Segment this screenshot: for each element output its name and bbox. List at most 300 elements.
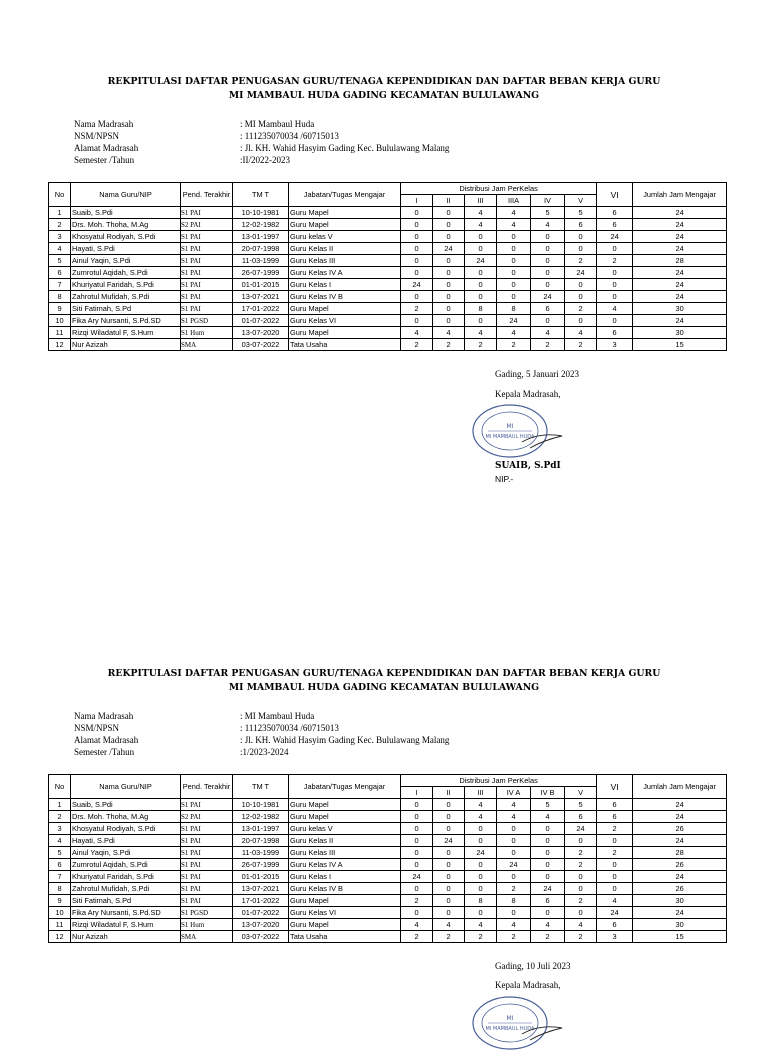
table-cell: 24 [597, 231, 633, 243]
signature-position: Kepala Madrasah, [495, 980, 561, 990]
table-cell: 0 [597, 279, 633, 291]
table-cell: 6 [565, 219, 597, 231]
table-cell: 0 [433, 219, 465, 231]
table-cell: 2 [401, 303, 433, 315]
table-cell: Guru Kelas III [289, 255, 401, 267]
table-cell: 13-07-2021 [233, 291, 289, 303]
table-cell: 0 [401, 859, 433, 871]
label-semester: Semester /Tahun [74, 155, 135, 165]
table-row [49, 339, 727, 351]
table-cell: S1 Hum [181, 327, 233, 339]
table-cell: Guru Mapel [289, 895, 401, 907]
table-cell: 10 [49, 315, 71, 327]
col-header-tmt: TM T [233, 183, 289, 207]
table-row [49, 799, 727, 811]
table-cell: 0 [497, 871, 531, 883]
table-cell: 0 [433, 315, 465, 327]
table-cell: 0 [401, 255, 433, 267]
table-cell: 5 [531, 207, 565, 219]
col-header-class: V [565, 787, 597, 799]
value-nsm: : 111235070034 /60715013 [240, 723, 339, 733]
table-cell: 5 [565, 207, 597, 219]
table-cell: Khuriyatul Faridah, S.Pdi [71, 279, 181, 291]
table-cell: 4 [465, 811, 497, 823]
table-row [49, 847, 727, 859]
col-header-class: I [401, 787, 433, 799]
col-header-jumlah: Jumlah Jam Mengajar [633, 775, 727, 799]
table-cell: 0 [531, 835, 565, 847]
table-cell: 0 [565, 291, 597, 303]
table-row [49, 823, 727, 835]
svg-text:MI: MI [506, 423, 514, 430]
table-cell: 2 [465, 931, 497, 943]
table-cell: 30 [633, 919, 727, 931]
table-row [49, 255, 727, 267]
table-cell: 0 [597, 291, 633, 303]
table-cell: 4 [497, 327, 531, 339]
table-cell: Guru kelas V [289, 231, 401, 243]
table-cell: 4 [497, 207, 531, 219]
table-cell: Drs. Moh. Thoha, M.Ag [71, 811, 181, 823]
table-cell: SMA [181, 931, 233, 943]
table-row [49, 279, 727, 291]
value-nama-madrasah: : MI Mambaul Huda [240, 711, 315, 721]
table-cell: 20-07-1998 [233, 243, 289, 255]
table-cell: 24 [633, 291, 727, 303]
school-stamp-icon [470, 402, 566, 460]
table-cell: Drs. Moh. Thoha, M.Ag [71, 219, 181, 231]
table-cell: 0 [597, 243, 633, 255]
table-cell: Khuriyatul Faridah, S.Pdi [71, 871, 181, 883]
table-cell: 01-07-2022 [233, 907, 289, 919]
table-cell: 6 [597, 811, 633, 823]
table-cell: Zahrotul Mufidah, S.Pdi [71, 883, 181, 895]
table-cell: 01-01-2015 [233, 871, 289, 883]
workload-table [48, 182, 727, 351]
table-cell: 01-01-2015 [233, 279, 289, 291]
table-cell: 2 [565, 255, 597, 267]
table-cell: 24 [633, 267, 727, 279]
table-cell: 13-01-1997 [233, 823, 289, 835]
table-cell: 0 [433, 823, 465, 835]
table-cell: 0 [433, 799, 465, 811]
table-row [49, 267, 727, 279]
table-row [49, 219, 727, 231]
table-cell: 13-07-2020 [233, 327, 289, 339]
table-cell: 0 [565, 243, 597, 255]
table-cell: 2 [531, 931, 565, 943]
col-header-class-vi: VI [597, 183, 633, 207]
table-cell: 24 [497, 859, 531, 871]
table-cell: 26 [633, 883, 727, 895]
label-semester: Semester /Tahun [74, 747, 135, 757]
table-cell: 7 [49, 871, 71, 883]
table-cell: Guru Mapel [289, 219, 401, 231]
table-cell: Siti Fatimah, S.Pd [71, 895, 181, 907]
table-cell: 5 [565, 799, 597, 811]
table-cell: Ainul Yaqin, S.Pdi [71, 255, 181, 267]
document-title: REKPITULASI DAFTAR PENUGASAN GURU/TENAGA KEPENDIDIKAN DAN DAFTAR BEBAN KERJA GURU [107, 668, 661, 679]
table-cell: 24 [633, 207, 727, 219]
table-cell: 0 [565, 835, 597, 847]
table-cell: S2 PAI [181, 219, 233, 231]
table-cell: 4 [433, 919, 465, 931]
value-nsm: : 111235070034 /60715013 [240, 131, 339, 141]
table-cell: 0 [433, 859, 465, 871]
place-date: Gading, 10 Juli 2023 [495, 961, 571, 971]
table-cell: 3 [597, 931, 633, 943]
table-cell: 0 [433, 811, 465, 823]
table-cell: S1 PAI [181, 207, 233, 219]
table-cell: 0 [497, 847, 531, 859]
table-cell: 24 [465, 255, 497, 267]
col-header-nama: Nama Guru/NIP [71, 183, 181, 207]
table-row [49, 243, 727, 255]
table-cell: 24 [633, 835, 727, 847]
table-cell: 0 [497, 835, 531, 847]
table-cell: 4 [465, 919, 497, 931]
table-cell: 4 [497, 799, 531, 811]
col-header-class: III [465, 195, 497, 207]
table-cell: 2 [401, 895, 433, 907]
table-cell: 24 [433, 835, 465, 847]
table-cell: 30 [633, 303, 727, 315]
table-cell: 0 [465, 871, 497, 883]
table-cell: 24 [465, 847, 497, 859]
table-cell: 4 [565, 327, 597, 339]
table-cell: 8 [465, 895, 497, 907]
table-cell: 0 [401, 267, 433, 279]
table-cell: 4 [565, 919, 597, 931]
table-cell: 24 [597, 907, 633, 919]
label-nsm: NSM/NPSN [74, 723, 120, 733]
table-cell: 2 [465, 339, 497, 351]
table-cell: 01-07-2022 [233, 315, 289, 327]
table-cell: Tata Usaha [289, 931, 401, 943]
table-cell: S1 PAI [181, 883, 233, 895]
table-cell: 6 [531, 895, 565, 907]
table-cell: Khosyatul Rodiyah, S.Pdi [71, 823, 181, 835]
table-cell: 0 [531, 255, 565, 267]
col-header-class-vi: VI [597, 775, 633, 799]
table-cell: 0 [433, 231, 465, 243]
table-row [49, 919, 727, 931]
table-cell: 15 [633, 339, 727, 351]
table-cell: 0 [597, 859, 633, 871]
table-cell: 0 [565, 907, 597, 919]
table-cell: 0 [433, 883, 465, 895]
table-cell: Rizqi Wiladatul F, S.Hum [71, 919, 181, 931]
table-cell: 2 [597, 255, 633, 267]
table-cell: 0 [401, 823, 433, 835]
table-cell: 6 [597, 799, 633, 811]
table-cell: 10-10-1981 [233, 207, 289, 219]
table-cell: 11 [49, 919, 71, 931]
table-cell: Guru Kelas IV A [289, 267, 401, 279]
table-cell: Guru Kelas I [289, 279, 401, 291]
col-header-class: III [465, 787, 497, 799]
col-header-class: IV B [531, 787, 565, 799]
table-cell: Ainul Yaqin, S.Pdi [71, 847, 181, 859]
table-cell: 4 [497, 919, 531, 931]
table-cell: 4 [401, 919, 433, 931]
table-cell: SMA [181, 339, 233, 351]
table-cell: 4 [531, 327, 565, 339]
table-cell: 1 [49, 207, 71, 219]
table-cell: S1 PAI [181, 267, 233, 279]
col-header-class: IV [531, 195, 565, 207]
col-header-distribusi: Distribusi Jam PerKelas [401, 183, 597, 195]
table-cell: Guru Kelas VI [289, 315, 401, 327]
table-cell: 8 [49, 883, 71, 895]
table-cell: 26 [633, 823, 727, 835]
table-cell: 13-07-2021 [233, 883, 289, 895]
table-cell: 10-10-1981 [233, 799, 289, 811]
table-cell: 0 [465, 883, 497, 895]
document-subtitle: MI MAMBAUL HUDA GADING KECAMATAN BULULAWANG [228, 682, 540, 693]
table-cell: 24 [565, 823, 597, 835]
table-cell: 12-02-1982 [233, 811, 289, 823]
table-cell: 28 [633, 847, 727, 859]
table-cell: 6 [565, 811, 597, 823]
label-nama-madrasah: Nama Madrasah [74, 711, 134, 721]
signature-position: Kepala Madrasah, [495, 389, 561, 399]
table-cell: Guru Kelas IV A [289, 859, 401, 871]
table-cell: S1 PAI [181, 835, 233, 847]
table-cell: 0 [497, 243, 531, 255]
table-cell: 0 [597, 315, 633, 327]
place-date: Gading, 5 Januari 2023 [495, 369, 579, 379]
table-cell: 3 [597, 339, 633, 351]
table-cell: Nur Azizah [71, 931, 181, 943]
table-cell: 0 [401, 907, 433, 919]
table-cell: Guru Mapel [289, 207, 401, 219]
table-row [49, 327, 727, 339]
table-cell: 0 [401, 207, 433, 219]
table-cell: 6 [597, 327, 633, 339]
col-header-class: IIIA [497, 195, 531, 207]
table-cell: S1 Hum [181, 919, 233, 931]
table-row [49, 859, 727, 871]
table-cell: S1 PAI [181, 291, 233, 303]
table-cell: 2 [433, 339, 465, 351]
table-cell: 4 [465, 207, 497, 219]
table-cell: Guru kelas V [289, 823, 401, 835]
table-cell: 5 [49, 847, 71, 859]
table-cell: 4 [597, 303, 633, 315]
value-nama-madrasah: : MI Mambaul Huda [240, 119, 315, 129]
table-cell: 0 [465, 823, 497, 835]
table-cell: Khosyatul Rodiyah, S.Pdi [71, 231, 181, 243]
table-cell: 0 [433, 895, 465, 907]
table-cell: 0 [497, 255, 531, 267]
table-cell: 0 [497, 279, 531, 291]
table-cell: 03-07-2022 [233, 339, 289, 351]
table-cell: 0 [497, 267, 531, 279]
value-alamat: : Jl. KH. Wahid Hasyim Gading Kec. Bululawang Malang [240, 143, 450, 153]
table-cell: 26 [633, 859, 727, 871]
table-cell: Nur Azizah [71, 339, 181, 351]
table-cell: 3 [49, 231, 71, 243]
table-cell: Siti Fatimah, S.Pd [71, 303, 181, 315]
table-cell: 12-02-1982 [233, 219, 289, 231]
col-header-class: I [401, 195, 433, 207]
table-cell: 0 [565, 231, 597, 243]
table-cell: 0 [565, 883, 597, 895]
label-nama-madrasah: Nama Madrasah [74, 119, 134, 129]
label-alamat: Alamat Madrasah [74, 735, 139, 745]
table-cell: 6 [597, 207, 633, 219]
table-cell: S1 PAI [181, 303, 233, 315]
table-cell: 30 [633, 327, 727, 339]
table-cell: Guru Mapel [289, 303, 401, 315]
value-semester: :II/2022-2023 [240, 155, 290, 165]
table-cell: 0 [565, 315, 597, 327]
table-cell: 0 [597, 871, 633, 883]
table-cell: 0 [531, 315, 565, 327]
table-cell: 4 [465, 219, 497, 231]
table-cell: Hayati, S.Pdi [71, 835, 181, 847]
table-row [49, 231, 727, 243]
table-row [49, 315, 727, 327]
table-row [49, 835, 727, 847]
table-cell: 0 [401, 243, 433, 255]
table-cell: 0 [433, 291, 465, 303]
table-cell: 0 [565, 279, 597, 291]
svg-text:MI MAMBAUL HUDA: MI MAMBAUL HUDA [485, 434, 535, 440]
signer-nip: NIP.- [495, 474, 514, 484]
table-cell: 6 [531, 303, 565, 315]
table-cell: 0 [531, 859, 565, 871]
document-subtitle: MI MAMBAUL HUDA GADING KECAMATAN BULULAWANG [228, 90, 540, 101]
table-cell: 0 [497, 291, 531, 303]
workload-table [48, 774, 727, 943]
table-cell: 8 [465, 303, 497, 315]
col-header-pend: Pend. Terakhir [181, 775, 233, 799]
table-cell: 0 [401, 811, 433, 823]
table-cell: 0 [401, 835, 433, 847]
table-cell: 5 [49, 255, 71, 267]
table-cell: 10 [49, 907, 71, 919]
col-header-class: II [433, 787, 465, 799]
table-cell: 20-07-1998 [233, 835, 289, 847]
table-row [49, 207, 727, 219]
table-cell: Guru Mapel [289, 811, 401, 823]
table-cell: S1 PAI [181, 255, 233, 267]
table-cell: 4 [49, 835, 71, 847]
table-cell: 0 [401, 847, 433, 859]
table-cell: 4 [597, 895, 633, 907]
table-cell: 17-01-2022 [233, 303, 289, 315]
table-cell: 4 [531, 811, 565, 823]
table-cell: 4 [433, 327, 465, 339]
school-stamp-icon [470, 994, 566, 1052]
table-row [49, 871, 727, 883]
table-cell: 12 [49, 339, 71, 351]
table-cell: 2 [49, 811, 71, 823]
table-cell: 24 [633, 315, 727, 327]
table-cell: 0 [401, 315, 433, 327]
table-cell: 2 [565, 859, 597, 871]
table-cell: 0 [465, 243, 497, 255]
table-cell: 24 [633, 799, 727, 811]
table-cell: S1 PAI [181, 895, 233, 907]
table-cell: 0 [565, 871, 597, 883]
col-header-class: IV A [497, 787, 531, 799]
table-cell: S1 PAI [181, 231, 233, 243]
table-cell: 2 [49, 219, 71, 231]
table-cell: Tata Usaha [289, 339, 401, 351]
table-cell: 2 [531, 339, 565, 351]
table-cell: 0 [401, 883, 433, 895]
table-cell: Guru Mapel [289, 799, 401, 811]
table-cell: 0 [497, 231, 531, 243]
table-cell: 28 [633, 255, 727, 267]
table-cell: 9 [49, 895, 71, 907]
table-cell: 0 [465, 291, 497, 303]
table-cell: Guru Kelas VI [289, 907, 401, 919]
table-cell: 13-07-2020 [233, 919, 289, 931]
table-cell: 2 [597, 847, 633, 859]
table-cell: 5 [531, 799, 565, 811]
table-cell: Guru Kelas III [289, 847, 401, 859]
document-title: REKPITULASI DAFTAR PENUGASAN GURU/TENAGA KEPENDIDIKAN DAN DAFTAR BEBAN KERJA GURU [107, 76, 661, 87]
table-cell: 26-07-1999 [233, 859, 289, 871]
table-cell: 0 [465, 907, 497, 919]
table-cell: Guru Kelas IV B [289, 291, 401, 303]
table-cell: Zahrotul Mufidah, S.Pdi [71, 291, 181, 303]
col-header-no: No [49, 775, 71, 799]
table-cell: Hayati, S.Pdi [71, 243, 181, 255]
col-header-nama: Nama Guru/NIP [71, 775, 181, 799]
table-cell: 24 [401, 279, 433, 291]
table-cell: S1 PGSD [181, 907, 233, 919]
table-cell: 1 [49, 799, 71, 811]
table-cell: 24 [531, 291, 565, 303]
table-cell: 4 [465, 327, 497, 339]
table-cell: 24 [401, 871, 433, 883]
table-row [49, 291, 727, 303]
table-cell: 0 [531, 243, 565, 255]
col-header-pend: Pend. Terakhir [181, 183, 233, 207]
table-cell: 24 [633, 219, 727, 231]
table-cell: 24 [633, 279, 727, 291]
table-row [49, 303, 727, 315]
table-cell: 2 [565, 339, 597, 351]
table-cell: 24 [565, 267, 597, 279]
table-cell: 15 [633, 931, 727, 943]
table-cell: 7 [49, 279, 71, 291]
table-row [49, 931, 727, 943]
col-header-tmt: TM T [233, 775, 289, 799]
table-cell: 0 [433, 207, 465, 219]
value-alamat: : Jl. KH. Wahid Hasyim Gading Kec. Bululawang Malang [240, 735, 450, 745]
table-cell: 2 [497, 883, 531, 895]
table-cell: S1 PAI [181, 871, 233, 883]
table-cell: Guru Mapel [289, 919, 401, 931]
table-cell: 2 [497, 931, 531, 943]
table-row [49, 883, 727, 895]
label-nsm: NSM/NPSN [74, 131, 120, 141]
table-cell: 0 [531, 231, 565, 243]
table-cell: S1 PAI [181, 799, 233, 811]
table-cell: Zumrotul Aqidah, S.Pdi [71, 859, 181, 871]
signer-name: SUAIB, S.PdI [495, 461, 561, 471]
table-cell: Suaib, S.Pdi [71, 207, 181, 219]
table-cell: 24 [531, 883, 565, 895]
table-cell: 8 [497, 895, 531, 907]
table-cell: 24 [433, 243, 465, 255]
